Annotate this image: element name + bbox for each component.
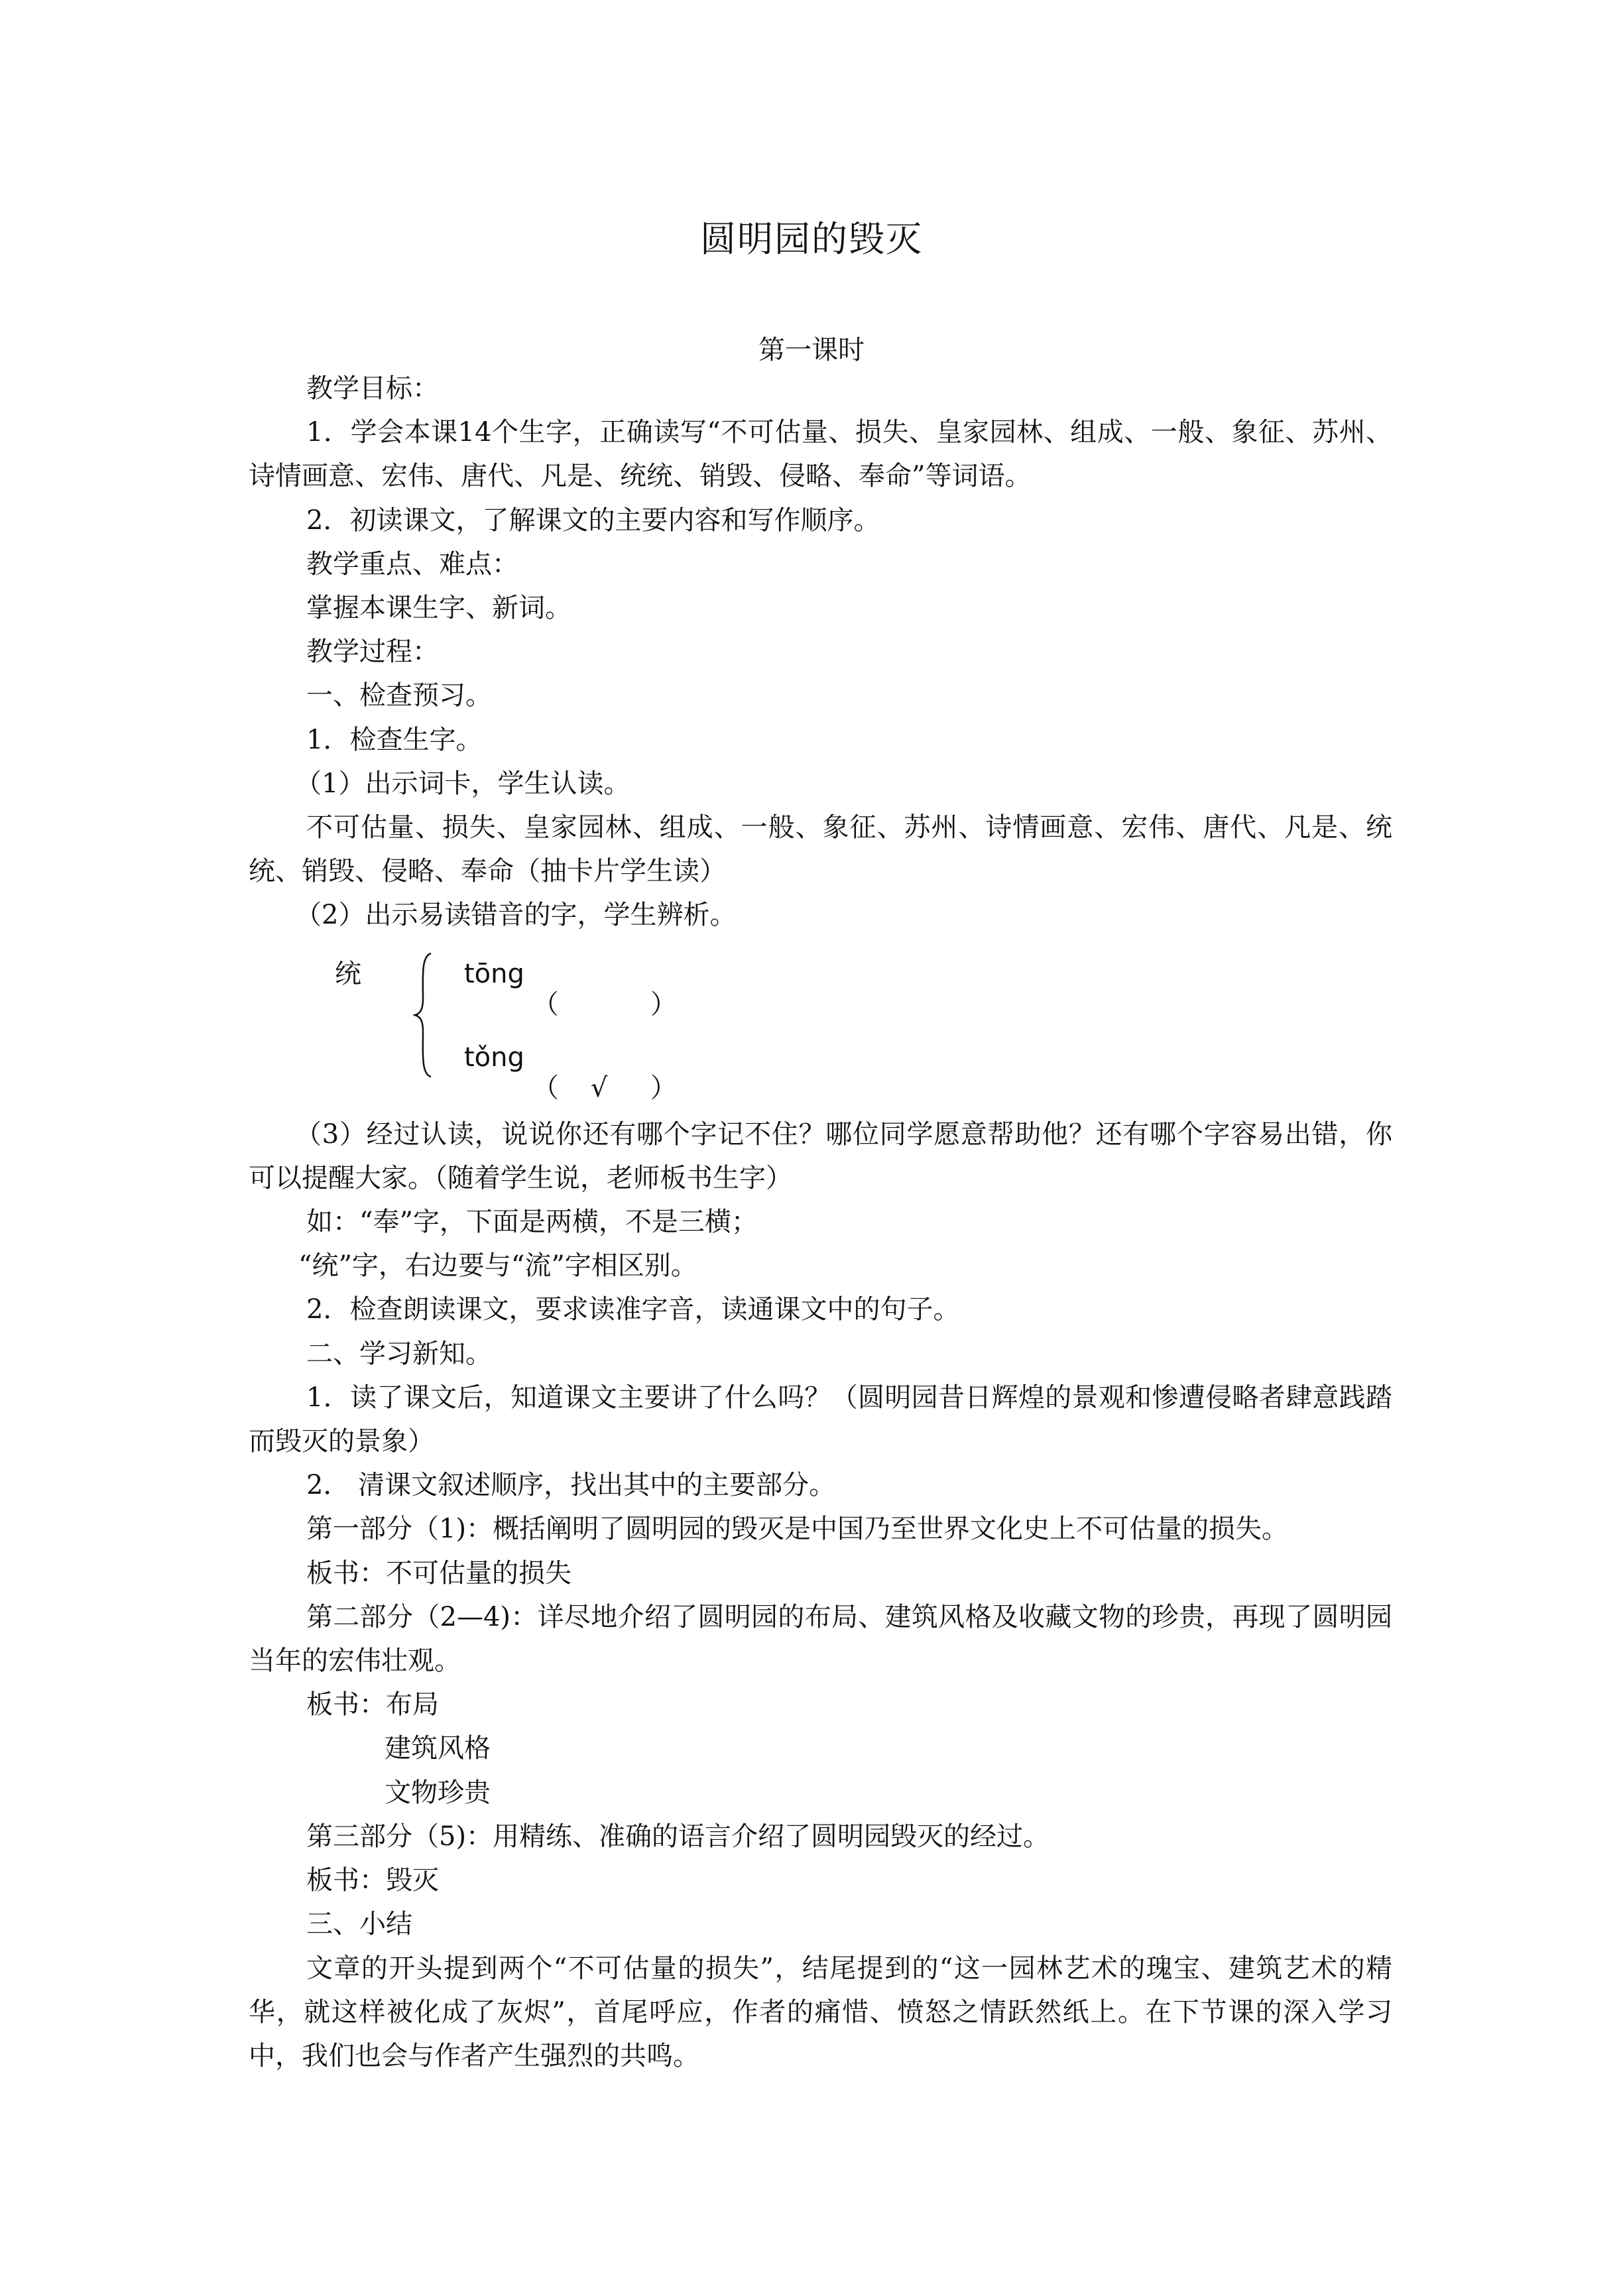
curly-brace-icon — [413, 952, 433, 1078]
board-item: 文物珍贵 — [385, 1777, 491, 1808]
paragraph: 二、学习新知。 — [306, 1338, 492, 1369]
paragraph: 教学过程： — [306, 636, 439, 668]
paragraph: 一、检查预习。 — [306, 680, 492, 711]
paragraph: 不可估量、损失、皇家园林、组成、一般、象征、苏州、诗情画意、宏伟、唐代、凡是、统统、销毁、侵略、奉命（抽卡片学生读） — [249, 812, 1392, 887]
board-item: 建筑风格 — [385, 1733, 491, 1764]
pinyin-reading: tōng — [464, 958, 524, 989]
pinyin-reading: tǒng — [464, 1042, 524, 1073]
close-paren: ） — [650, 989, 677, 1020]
paragraph: 教学重点、难点： — [306, 548, 518, 579]
paragraph: 第一部分（1)：概括阐明了圆明园的毁灭是中国乃至世界文化史上不可估量的损失。 — [306, 1514, 1289, 1545]
paragraph: 板书：毁灭 — [306, 1865, 439, 1896]
paragraph: 第二部分（2—4)：详尽地介绍了圆明园的布局、建筑风格及收藏文物的珍贵，再现了圆明园当年的宏伟壮观。 — [249, 1601, 1392, 1677]
open-paren: （ — [532, 1072, 559, 1103]
paragraph: 2．检查朗读课文，要求读准字音，读通课文中的句子。 — [306, 1294, 960, 1325]
paragraph: 2． 清课文叙述顺序，找出其中的主要部分。 — [306, 1470, 836, 1501]
close-paren: ） — [650, 1072, 677, 1103]
paragraph: 1．学会本课14个生字，正确读写“不可估量、损失、皇家园林、组成、一般、象征、苏州、诗情画意、宏伟、唐代、凡是、统统、销毁、侵略、奉命”等词语。 — [249, 417, 1392, 492]
paragraph: （3）经过认读，说说你还有哪个字记不住？哪位同学愿意帮助他？还有哪个字容易出错，你可以提醒大家。（随着学生说，老师板书生字） — [249, 1118, 1392, 1193]
paragraph: 1．读了课文后，知道课文主要讲了什么吗？（圆明园昔日辉煌的景观和惨遭侵略者肆意践踏而毁灭的景象） — [249, 1382, 1392, 1457]
paragraph: 如：“奉”字，下面是两横，不是三横； — [306, 1207, 758, 1238]
lesson-body — [249, 367, 1392, 2078]
pinyin-exercise — [249, 937, 1392, 1113]
paragraph: 第三部分（5)：用精练、准确的语言介绍了圆明园毁灭的经过。 — [306, 1821, 1050, 1852]
paragraph: （1）出示词卡，学生认读。 — [295, 768, 631, 799]
open-paren: （ — [532, 989, 559, 1020]
pinyin-option — [464, 952, 677, 1020]
paragraph: 1．检查生字。 — [306, 724, 483, 755]
check-mark: √ — [590, 1072, 608, 1103]
paragraph: （2）出示易读错音的字，学生辨析。 — [295, 900, 737, 931]
paragraph: 文章的开头提到两个“不可估量的损失”，结尾提到的“这一园林艺术的瑰宝、建筑艺术的精华，就这样被化成了灰烬”，首尾呼应，作者的痛惜、愤怒之情跃然纸上。在下节课的深入学习中，我们也会与作者产生强烈的共鸣。 — [249, 1953, 1392, 2071]
paragraph: 三、小结 — [306, 1909, 412, 1940]
paragraph: 2．初读课文，了解课文的主要内容和写作顺序。 — [306, 505, 880, 536]
paragraph: “统”字，右边要与“流”字相区别。 — [298, 1250, 697, 1282]
pinyin-option — [464, 1036, 677, 1103]
document-title: 圆明园的毁灭 — [700, 218, 923, 260]
paragraph: 教学目标： — [306, 373, 439, 404]
paragraph: 掌握本课生字、新词。 — [306, 593, 571, 624]
paragraph: 板书：布局 — [306, 1689, 439, 1721]
lesson-subtitle: 第一课时 — [758, 335, 865, 365]
paragraph: 板书：不可估量的损失 — [306, 1557, 571, 1589]
pinyin-character: 统 — [335, 958, 361, 989]
